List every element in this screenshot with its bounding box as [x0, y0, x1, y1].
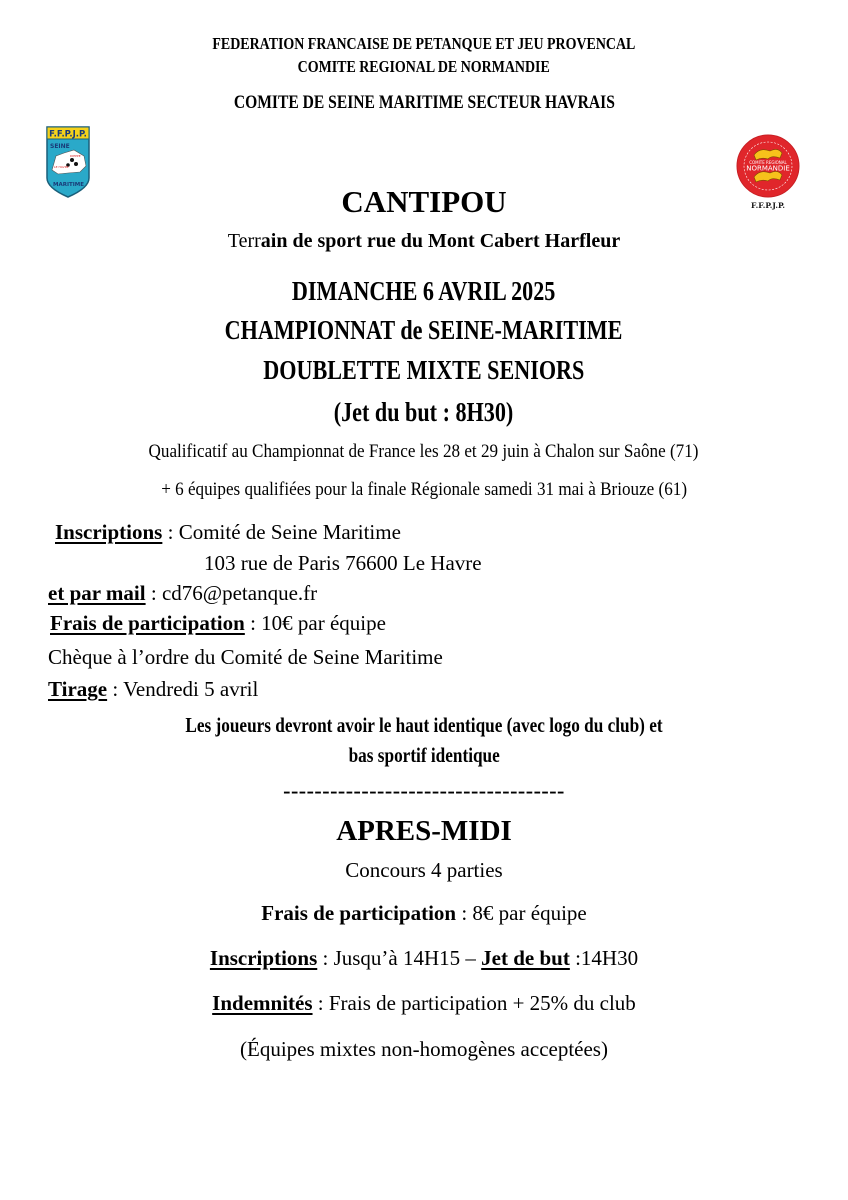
sector-heading: COMITE DE SEINE MARITIME SECTEUR HAVRAIS: [233, 92, 615, 113]
afternoon-contest: Concours 4 parties: [345, 858, 503, 882]
venue-regular-part: Terr: [227, 230, 261, 252]
event-date: DIMANCHE 6 AVRIL 2025: [292, 276, 556, 306]
draw-value: : Vendredi 5 avril: [107, 677, 259, 701]
event-category: DOUBLETTE MIXTE SENIORS: [263, 355, 585, 385]
qualification-info-1: Qualificatif au Championnat de France les 28 et 29 juin à Chalon sur Saône (71): [149, 441, 699, 462]
federation-heading: FEDERATION FRANCAISE DE PETANQUE ET JEU PROVENCAL: [212, 34, 636, 53]
logo-left-word2: MARITIME: [53, 182, 85, 188]
event-title: CANTIPOU: [341, 184, 507, 219]
svg-text:DIEPPE: DIEPPE: [70, 154, 81, 158]
afternoon-fee-line: [0, 901, 848, 926]
afternoon-fee-label: Frais de participation: [261, 901, 457, 925]
logo-right-bottom-text: F.F.P.J.P.: [751, 201, 785, 210]
afternoon-indemnities-line: [0, 991, 848, 1016]
start-time: (Jet du but : 8H30): [334, 397, 514, 427]
svg-text:LE HAVRE: LE HAVRE: [54, 165, 69, 169]
event-venue: [0, 230, 848, 253]
afternoon-note: (Équipes mixtes non-homogènes acceptées): [240, 1037, 608, 1061]
fee-value: : 10€ par équipe: [244, 611, 386, 635]
section-divider: ------------------------------------: [283, 778, 565, 803]
logo-left-word1: SEINE: [50, 143, 70, 150]
fee-label: Frais de participation: [50, 611, 245, 635]
afternoon-indemnities-label: Indemnités: [212, 991, 313, 1015]
championship-name: CHAMPIONNAT de SEINE-MARITIME: [225, 315, 623, 345]
afternoon-indemnities-value: : Frais de participation + 25% du club: [312, 991, 636, 1015]
afternoon-registration-label: Inscriptions: [209, 946, 318, 970]
registration-value: : Comité de Seine Maritime: [162, 520, 401, 544]
registration-label: Inscriptions: [55, 520, 163, 544]
regional-committee-heading: COMITE REGIONAL DE NORMANDIE: [297, 57, 551, 76]
draw-label: Tirage: [48, 677, 108, 701]
registration-line: [55, 520, 401, 545]
qualification-info-2: + 6 équipes qualifiées pour la finale Régionale samedi 31 mai à Briouze (61): [161, 479, 687, 500]
dress-code-line-2: bas sportif identique: [348, 743, 500, 767]
logo-left-top-text: F.F.P.J.P.: [49, 129, 87, 140]
draw-line: [48, 677, 258, 702]
afternoon-fee-value: : 8€ par équipe: [456, 901, 587, 925]
logo-right-text-1: COMITE REGIONAL: [749, 160, 787, 165]
venue-bold-part: ain de sport rue du Mont Cabert Harfleur: [260, 230, 621, 252]
afternoon-title: APRES-MIDI: [336, 815, 512, 847]
afternoon-jet-label: Jet de but: [481, 946, 570, 970]
mail-label: et par mail: [48, 581, 146, 605]
mail-line: [48, 581, 317, 606]
cheque-instruction: Chèque à l’ordre du Comité de Seine Maritime: [48, 645, 443, 669]
logo-right-text-2: NORMANDIE: [746, 164, 790, 173]
dress-code-line-1: Les joueurs devront avoir le haut identique (avec logo du club) et: [185, 713, 663, 737]
afternoon-registration-line: [0, 946, 848, 971]
fee-line: [50, 611, 386, 636]
mail-link[interactable]: : cd76@petanque.fr: [145, 581, 318, 605]
registration-address: 103 rue de Paris 76600 Le Havre: [204, 551, 482, 575]
afternoon-jet-value: :14H30: [569, 946, 639, 970]
afternoon-registration-value: : Jusqu’à 14H15 –: [317, 946, 482, 970]
